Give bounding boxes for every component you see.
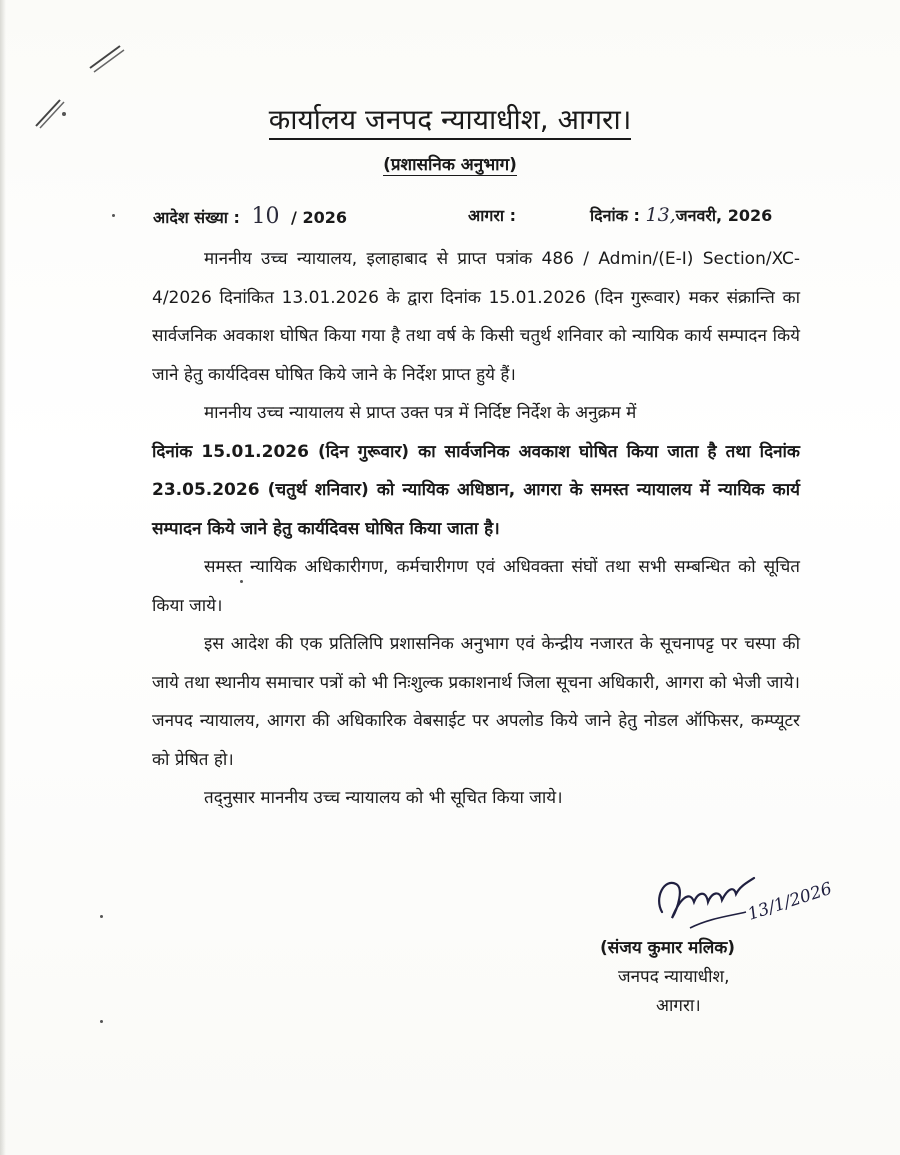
place-label: आगरा : xyxy=(468,206,517,225)
date-month-year: जनवरी, 2026 xyxy=(675,206,773,225)
paragraph-notify-staff: समस्त न्यायिक अधिकारीगण, कर्मचारीगण एवं अधिवक्ता संघों तथा सभी सम्बन्धित को सूचित किया जाये। xyxy=(152,557,800,616)
paragraph-inform-high-court: तद्नुसार माननीय उच्च न्यायालय को भी सूचित किया जाये। xyxy=(204,788,563,808)
order-number: 10 xyxy=(251,204,280,229)
paragraph-holiday-declaration: दिनांक 15.01.2026 (दिन गुरूवार) का सार्वजनिक अवकाश घोषित किया जाता है तथा दिनांक 23.05.2026 (चतुर्थ शनिवार) को न्यायिक अधिष्ठान, आगरा के समस्त न्यायालय में न्यायिक कार्य सम्पादन किये जाने हेतु कार्यदिवस घोषित किया जाता है। xyxy=(152,441,800,539)
paragraph-directive-intro: माननीय उच्च न्यायालय से प्राप्त उक्त पत्र में निर्दिष्ट निर्देश के अनुक्रम में xyxy=(204,403,637,423)
date-day: 13, xyxy=(645,204,676,226)
handwritten-signature xyxy=(650,868,835,938)
signatory-name: (संजय कुमार मलिक) xyxy=(600,938,736,958)
paragraph-reference-letter: माननीय उच्च न्यायालय, इलाहाबाद से प्राप्त पत्रांक 486 / Admin/(E-I) Section/XC-4/2026 दिनांकित 13.01.2026 के द्वारा दिनांक 15.01.2026 (दिन गुरूवार) मकर संक्रान्ति का सार्वजनिक अवकाश घोषित किया गया है तथा वर्ष के किसी चतुर्थ शनिवार को न्यायिक कार्य सम्पादन किये जाने हेतु कार्यदिवस घोषित किये जाने के निर्देश प्राप्त हुये हैं। xyxy=(152,249,800,385)
order-body xyxy=(152,240,800,818)
margin-mark xyxy=(100,1020,103,1023)
date-line xyxy=(590,204,772,226)
margin-mark xyxy=(100,915,103,918)
margin-mark xyxy=(112,214,115,217)
place-line xyxy=(468,204,516,226)
signatory-city: आगरा। xyxy=(656,996,701,1016)
date-label: दिनांक : xyxy=(590,206,640,225)
office-title: कार्यालय जनपद न्यायाधीश, आगरा। xyxy=(0,100,900,138)
order-number-line xyxy=(153,204,347,229)
svg-text:13/1/2026: 13/1/2026 xyxy=(745,878,835,925)
order-label: आदेश संख्या : xyxy=(153,208,240,227)
signature-block xyxy=(600,935,735,1016)
order-year: / 2026 xyxy=(291,208,347,227)
margin-mark xyxy=(240,580,243,583)
signatory-designation: जनपद न्यायाधीश, xyxy=(618,967,730,987)
section-subtitle: (प्रशासनिक अनुभाग) xyxy=(383,155,517,175)
paragraph-copy-distribution: इस आदेश की एक प्रतिलिपि प्रशासनिक अनुभाग एवं केन्द्रीय नजारत के सूचनापट्ट पर चस्पा की जाये तथा स्थानीय समाचार पत्रों को भी निःशुल्क प्रकाशनार्थ जिला सूचना अधिकारी, आगरा को भेजी जाये। जनपद न्यायालय, आगरा की अधिकारिक वेबसाईट पर अपलोड किये जाने हेतु नोडल ऑफिसर, कम्प्यूटर को प्रेषित हो। xyxy=(152,634,800,770)
